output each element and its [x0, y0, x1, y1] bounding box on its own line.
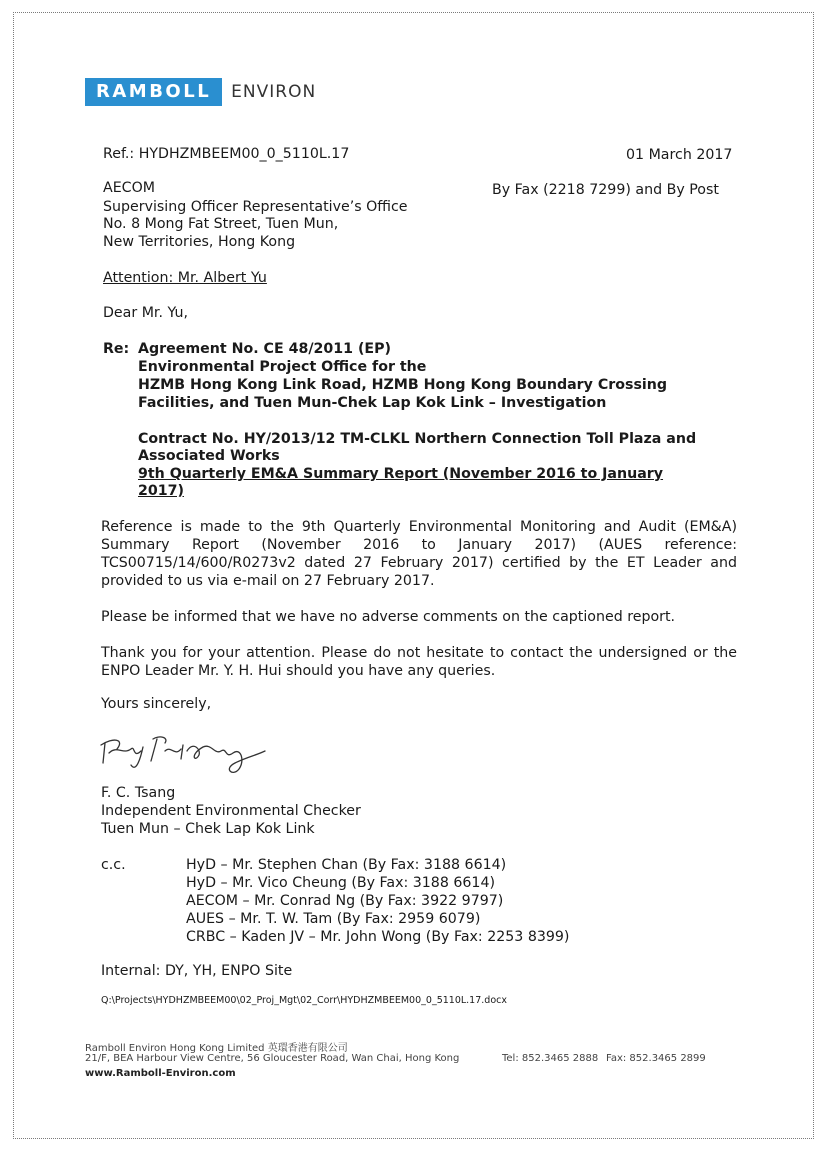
cc-item: AECOM – Mr. Conrad Ng (By Fax: 3922 9797): [186, 893, 504, 909]
cc-item: AUES – Mr. T. W. Tam (By Fax: 2959 6079): [186, 911, 481, 927]
reference-number: Ref.: HYDHZMBEEM00_0_5110L.17: [103, 146, 350, 162]
footer-company: Ramboll Environ Hong Kong Limited 英環香港有限公司: [85, 1043, 348, 1054]
body-paragraph-1: Reference is made to the 9th Quarterly Environmental Monitoring and Audit (EM&A) Summary Report (November 2016 to January 2017) (AUES reference: TCS00715/14/600/R0273v2 dated 27 February 2017) certified by the ET Leader and provided to us via e-mail on 27 February 2017.: [101, 519, 737, 589]
subject-line: Environmental Project Office for the: [138, 359, 427, 375]
body-paragraph-2: Please be informed that we have no adverse comments on the captioned report.: [101, 609, 676, 625]
cc-label: c.c.: [101, 857, 126, 873]
attention-line: Attention: Mr. Albert Yu: [103, 270, 267, 286]
report-title-line: 2017): [138, 483, 184, 499]
company-logo: [85, 78, 316, 106]
footer-address: 21/F, BEA Harbour View Centre, 56 Gloucester Road, Wan Chai, Hong Kong: [85, 1053, 460, 1064]
letter-date: 01 March 2017: [626, 147, 733, 163]
closing: Yours sincerely,: [101, 696, 212, 712]
signatory-project: Tuen Mun – Chek Lap Kok Link: [101, 821, 315, 837]
cc-item: HyD – Mr. Stephen Chan (By Fax: 3188 6614): [186, 857, 507, 873]
delivery-method: By Fax (2218 7299) and By Post: [492, 182, 719, 198]
subject-line: Facilities, and Tuen Mun-Chek Lap Kok Link – Investigation: [138, 395, 607, 411]
recipient-line: AECOM: [103, 180, 155, 196]
salutation: Dear Mr. Yu,: [103, 305, 189, 321]
body-paragraph-3: Thank you for your attention. Please do not hesitate to contact the undersigned or the ENPO Leader Mr. Y. H. Hui should you have any queries.: [101, 645, 737, 679]
logo-division: ENVIRON: [231, 82, 317, 102]
cc-item: HyD – Mr. Vico Cheung (By Fax: 3188 6614): [186, 875, 496, 891]
footer-fax: Fax: 852.3465 2899: [606, 1053, 706, 1064]
subject-line: HZMB Hong Kong Link Road, HZMB Hong Kong Boundary Crossing: [138, 377, 668, 393]
report-title-line: 9th Quarterly EM&A Summary Report (November 2016 to January: [138, 466, 664, 482]
footer-website[interactable]: www.Ramboll-Environ.com: [85, 1068, 236, 1079]
contract-line: Contract No. HY/2013/12 TM-CLKL Northern Connection Toll Plaza and: [138, 431, 697, 447]
signature-image: [95, 725, 275, 777]
subject-line: Agreement No. CE 48/2011 (EP): [138, 341, 392, 357]
recipient-line: No. 8 Mong Fat Street, Tuen Mun,: [103, 216, 339, 232]
file-path: Q:\Projects\HYDHZMBEEM00\02_Proj_Mgt\02_Corr\HYDHZMBEEM00_0_5110L.17.docx: [101, 995, 507, 1006]
footer-tel: Tel: 852.3465 2888: [502, 1053, 599, 1064]
signatory-title: Independent Environmental Checker: [101, 803, 361, 819]
recipient-line: Supervising Officer Representative’s Office: [103, 199, 408, 215]
recipient-line: New Territories, Hong Kong: [103, 234, 296, 250]
signatory-name: F. C. Tsang: [101, 785, 176, 801]
subject-prefix: Re:: [103, 341, 130, 357]
internal-distribution: Internal: DY, YH, ENPO Site: [101, 963, 293, 979]
contract-line: Associated Works: [138, 448, 280, 464]
cc-item: CRBC – Kaden JV – Mr. John Wong (By Fax: 2253 8399): [186, 929, 570, 945]
logo-brand: RAMBOLL: [85, 78, 222, 106]
